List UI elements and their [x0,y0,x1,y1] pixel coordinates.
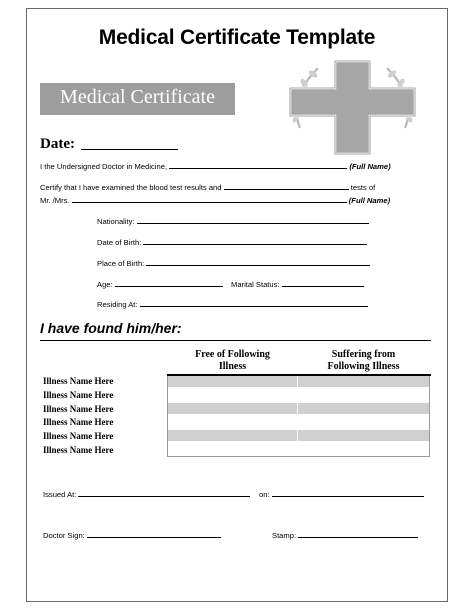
issued-on-row [259,489,424,499]
table-row [168,441,430,452]
title-text: Mr. /Mrs. [40,196,70,205]
residing-at-line[interactable] [140,299,368,307]
issued-at-row [43,489,250,499]
certify-text: Certify that I have examined the blood test results and [40,183,222,192]
illness-name-3: Illness Name Here [43,404,114,414]
doctor-name-line[interactable] [169,161,347,169]
doctor-sign-row [43,530,221,540]
tests-of-text: tests of [350,183,376,192]
stamp-label: Stamp: [272,531,297,540]
column-header-suffering-line1: Suffering from [331,349,396,360]
table-right-border [429,376,430,457]
table-row [168,430,430,441]
table-row [168,414,430,425]
issued-on-line[interactable] [272,489,424,497]
residing-at-row [97,299,368,309]
age-line[interactable] [115,279,223,287]
medical-cross-emblem-icon [280,58,425,158]
marital-status-line[interactable] [282,279,364,287]
on-label: on: [259,490,270,499]
stamp-line[interactable] [298,530,418,538]
table-row [168,403,430,414]
column-header-free [170,349,295,373]
page-title: Medical Certificate Template [98,26,376,49]
nationality-line[interactable] [137,216,369,224]
column-header-free-line1: Free of Following [195,349,270,360]
place-of-birth-row [97,258,370,268]
table-row [168,376,430,387]
date-of-birth-row [97,237,367,247]
column-header-suffering [300,349,427,373]
column-header-suffering-line2: Following Illness [327,361,400,372]
marital-status-label: Marital Status: [231,280,280,289]
illness-name-2: Illness Name Here [43,390,114,400]
certify-line-1 [40,161,391,171]
table-column-divider [297,376,298,457]
age-row [97,279,364,289]
place-of-birth-label: Place of Birth: [97,259,145,268]
residing-at-label: Residing At: [97,300,138,309]
full-name-hint: (Full Name) [348,196,391,205]
found-heading: I have found him/her: [40,320,182,336]
table-bottom-border [167,456,430,457]
nationality-label: Nationality: [97,217,135,226]
stamp-row [272,530,418,540]
table-top-rule [40,340,431,341]
date-label: Date: [40,136,75,152]
doctor-sign-line[interactable] [87,530,221,538]
age-label: Age: [97,280,113,289]
date-of-birth-label: Date of Birth: [97,238,142,247]
test-name-line[interactable] [224,182,349,190]
certify-line-2 [40,182,375,192]
date-of-birth-line[interactable] [143,237,367,245]
table-row [168,387,430,398]
column-header-free-line2: Illness [218,361,247,372]
certificate-banner-label: Medical Certificate [60,86,215,108]
nationality-row [97,216,369,226]
illness-name-6: Illness Name Here [43,445,114,455]
illness-name-5: Illness Name Here [43,431,114,441]
undersigned-text: I the Undersigned Doctor in Medicine, [40,162,168,171]
illness-name-4: Illness Name Here [43,417,114,427]
certify-line-3 [40,195,390,205]
illness-name-1: Illness Name Here [43,376,114,386]
doctor-sign-label: Doctor Sign: [43,531,85,540]
issued-at-label: Issued At: [43,490,77,499]
table-left-border [167,376,168,457]
date-input-line[interactable] [81,149,178,150]
patient-name-line[interactable] [72,195,347,203]
place-of-birth-line[interactable] [146,258,370,266]
full-name-hint: (Full Name) [349,162,391,171]
issued-at-line[interactable] [78,489,250,497]
